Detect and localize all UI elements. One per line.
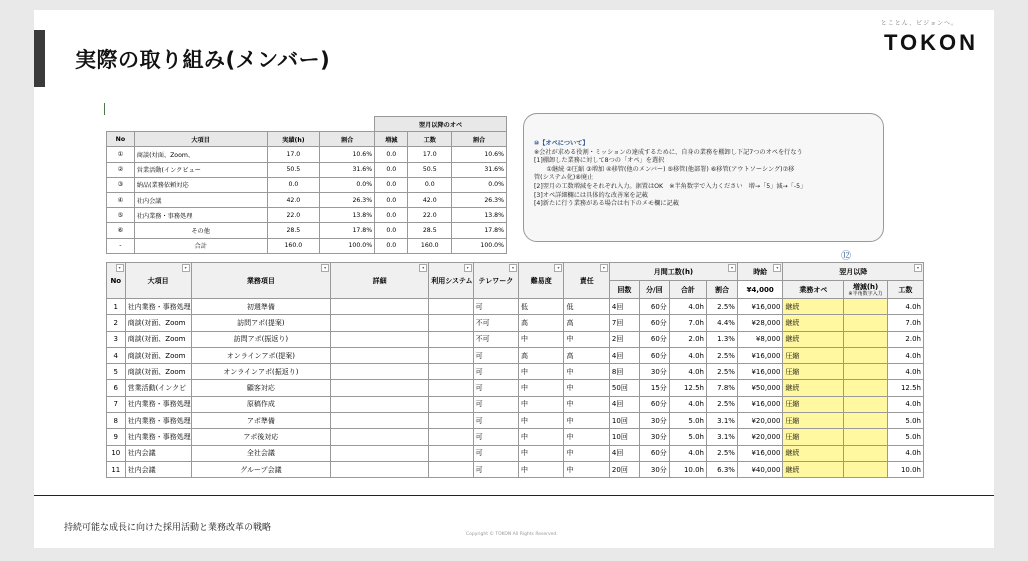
- copyright: Copyright © TOKON All Rights Reserved.: [466, 532, 558, 537]
- table-cell: [429, 347, 473, 363]
- table-cell[interactable]: [844, 396, 887, 412]
- table-cell: 4.0h: [887, 299, 923, 315]
- table-cell: 6.3%: [706, 461, 737, 477]
- summary-cell: ④: [107, 192, 135, 207]
- table-cell[interactable]: 圧縮: [783, 347, 844, 363]
- table-cell: ¥16,000: [737, 299, 782, 315]
- table-cell: 社内業務・事務処理: [125, 413, 191, 429]
- table-cell: アポ後対応: [191, 429, 330, 445]
- ops-note-title: ⑩【オペについて】: [534, 140, 589, 147]
- summary-header-cell: 工数: [408, 132, 452, 147]
- col-system[interactable]: ▾ 利用システム: [429, 263, 473, 299]
- summary-cell: 17.0: [408, 147, 452, 162]
- table-cell: ¥28,000: [737, 315, 782, 331]
- col-hours: 工数: [887, 281, 923, 299]
- table-cell: 2.5%: [706, 396, 737, 412]
- table-cell: 初週準備: [191, 299, 330, 315]
- summary-cell: 17.8%: [320, 223, 375, 238]
- summary-cell: 0.0: [375, 223, 408, 238]
- table-cell: 4回: [609, 347, 639, 363]
- col-count: 回数: [609, 281, 639, 299]
- table-row: [107, 380, 924, 396]
- table-cell: 商談(対面、Zoom: [125, 315, 191, 331]
- summary-cell: 26.3%: [320, 192, 375, 207]
- table-cell: 8: [107, 413, 126, 429]
- ops-note-lines: [534, 149, 875, 209]
- table-cell: 4.0h: [669, 445, 706, 461]
- table-row: [107, 299, 924, 315]
- table-cell: オンラインアポ(振返り): [191, 364, 330, 380]
- table-cell[interactable]: [331, 299, 429, 315]
- table-cell: 4.0h: [669, 347, 706, 363]
- summary-cell: ①: [107, 147, 135, 162]
- col-category[interactable]: ▾ 大項目: [125, 263, 191, 299]
- circle-number-12: ⑫: [841, 251, 851, 262]
- table-cell[interactable]: [331, 445, 429, 461]
- table-cell: 4: [107, 347, 126, 363]
- table-cell: 1: [107, 299, 126, 315]
- table-cell: 4回: [609, 396, 639, 412]
- table-cell[interactable]: 圧縮: [783, 364, 844, 380]
- table-cell[interactable]: [331, 461, 429, 477]
- table-row: [107, 413, 924, 429]
- table-cell: 6: [107, 380, 126, 396]
- table-cell: 4.0h: [887, 364, 923, 380]
- table-cell: 4回: [609, 299, 639, 315]
- table-cell: 中: [519, 364, 564, 380]
- table-cell: 8回: [609, 364, 639, 380]
- table-cell[interactable]: 圧縮: [783, 429, 844, 445]
- col-hourly-rate: ¥4,000: [737, 281, 782, 299]
- col-total: 合計: [669, 281, 706, 299]
- table-cell: 9: [107, 429, 126, 445]
- summary-cell: 50.5: [408, 162, 452, 177]
- table-cell: 社内会議: [125, 445, 191, 461]
- summary-cell: 42.0: [408, 192, 452, 207]
- table-cell[interactable]: [331, 429, 429, 445]
- table-cell: 低: [564, 299, 609, 315]
- table-cell: 中: [564, 445, 609, 461]
- table-cell: 中: [564, 380, 609, 396]
- summary-cell: 160.0: [408, 238, 452, 253]
- table-cell[interactable]: [844, 299, 887, 315]
- table-cell: 4.4%: [706, 315, 737, 331]
- summary-cell: 31.6%: [452, 162, 507, 177]
- table-cell: 可: [473, 445, 518, 461]
- table-cell: 4回: [609, 445, 639, 461]
- table-cell: [429, 315, 473, 331]
- table-cell: 可: [473, 364, 518, 380]
- task-table-body: [107, 299, 924, 478]
- ops-note-line: 管(システム化)⑧廃止: [534, 174, 594, 182]
- summary-cell: ⑤: [107, 208, 135, 223]
- table-cell: 不可: [473, 315, 518, 331]
- summary-cell: 10.6%: [320, 147, 375, 162]
- summary-cell: 営業活動(インクビュー: [134, 162, 267, 177]
- table-cell: 50回: [609, 380, 639, 396]
- summary-cell: 0.0: [375, 162, 408, 177]
- table-cell: 訪問アポ(提案): [191, 315, 330, 331]
- summary-cell: その他: [134, 223, 267, 238]
- table-cell: アポ準備: [191, 413, 330, 429]
- summary-row: [107, 177, 507, 192]
- table-cell: 可: [473, 380, 518, 396]
- summary-cell: 0.0: [375, 238, 408, 253]
- summary-cell: 納品(業務依頼対応: [134, 177, 267, 192]
- summary-cell: 28.5: [408, 223, 452, 238]
- col-group-monthly[interactable]: ▾ 月間工数(h): [609, 263, 737, 281]
- table-cell: 60分: [639, 299, 669, 315]
- table-cell: 低: [519, 299, 564, 315]
- task-table: [106, 262, 924, 478]
- summary-cell: ③: [107, 177, 135, 192]
- summary-cell: 社内会議: [134, 192, 267, 207]
- table-cell: 4.0h: [669, 396, 706, 412]
- summary-cell: 0.0: [267, 177, 320, 192]
- summary-row: [107, 238, 507, 253]
- table-cell: 中: [564, 331, 609, 347]
- summary-cell: 31.6%: [320, 162, 375, 177]
- table-cell: 5.0h: [887, 413, 923, 429]
- table-cell: [429, 331, 473, 347]
- table-cell[interactable]: [844, 315, 887, 331]
- summary-body: [107, 147, 507, 253]
- table-cell: 社内業務・事務処理: [125, 429, 191, 445]
- table-cell: 10: [107, 445, 126, 461]
- table-cell: 可: [473, 429, 518, 445]
- table-cell[interactable]: 継続: [783, 331, 844, 347]
- summary-cell: 13.8%: [452, 208, 507, 223]
- table-cell: 60分: [639, 347, 669, 363]
- table-cell: 中: [564, 396, 609, 412]
- summary-cell: 0.0: [375, 192, 408, 207]
- table-row: [107, 364, 924, 380]
- table-cell: 商談(対面、Zoom: [125, 347, 191, 363]
- table-cell[interactable]: 継続: [783, 299, 844, 315]
- table-cell: 顧客対応: [191, 380, 330, 396]
- col-detail[interactable]: ▾ 詳細: [331, 263, 429, 299]
- table-cell: [429, 364, 473, 380]
- summary-cell: ⑥: [107, 223, 135, 238]
- table-cell: 中: [519, 413, 564, 429]
- col-telework[interactable]: ▾ テレワーク: [473, 263, 518, 299]
- table-cell: 中: [519, 396, 564, 412]
- table-cell: 2.5%: [706, 445, 737, 461]
- table-cell: 高: [519, 347, 564, 363]
- table-cell: 社内業務・事務処理: [125, 396, 191, 412]
- table-cell: 30分: [639, 429, 669, 445]
- table-cell: ¥50,000: [737, 380, 782, 396]
- summary-row: [107, 192, 507, 207]
- table-cell: 12.5h: [887, 380, 923, 396]
- ops-note-line: ※会社が求める役割・ミッションの達成するために、自身の業務を棚卸し下記7つのオペを行なう: [534, 148, 803, 156]
- table-cell: 高: [564, 347, 609, 363]
- summary-header-cell: 実績(h): [267, 132, 320, 147]
- summary-header-cell: No: [107, 132, 135, 147]
- summary-cell: 0.0: [375, 147, 408, 162]
- table-cell: 60分: [639, 315, 669, 331]
- table-cell: 可: [473, 396, 518, 412]
- table-row: [107, 396, 924, 412]
- table-cell[interactable]: [331, 396, 429, 412]
- summary-cell: 28.5: [267, 223, 320, 238]
- ops-note-box: [523, 113, 884, 242]
- table-cell: 可: [473, 413, 518, 429]
- summary-cell: -: [107, 238, 135, 253]
- table-cell: 3: [107, 331, 126, 347]
- table-cell: 7回: [609, 315, 639, 331]
- summary-row: [107, 147, 507, 162]
- table-cell[interactable]: [844, 380, 887, 396]
- table-cell: 15分: [639, 380, 669, 396]
- summary-cell: ②: [107, 162, 135, 177]
- table-cell: [429, 461, 473, 477]
- footer-text: 持続可能な成長に向けた採用活動と業務改革の戦略: [64, 523, 272, 533]
- tokon-logo: TOKON: [883, 30, 978, 55]
- table-cell[interactable]: [331, 364, 429, 380]
- table-cell: 60分: [639, 445, 669, 461]
- table-cell: ¥20,000: [737, 413, 782, 429]
- table-cell: 4.0h: [887, 396, 923, 412]
- summary-cell: 22.0: [267, 208, 320, 223]
- table-cell: 4.0h: [887, 445, 923, 461]
- table-cell[interactable]: [844, 347, 887, 363]
- table-cell: [429, 380, 473, 396]
- table-cell: 2.5%: [706, 347, 737, 363]
- table-cell: 中: [564, 364, 609, 380]
- summary-header-cell: 割合: [320, 132, 375, 147]
- summary-cell: 100.0%: [452, 238, 507, 253]
- table-cell: 3.1%: [706, 413, 737, 429]
- table-cell: ¥16,000: [737, 396, 782, 412]
- table-cell: グループ会議: [191, 461, 330, 477]
- col-change: 増減(h) ※半角数字入力: [844, 281, 887, 299]
- table-cell: 高: [519, 315, 564, 331]
- table-cell: 5.0h: [887, 429, 923, 445]
- table-cell: 中: [564, 429, 609, 445]
- summary-header-cell: 増減: [375, 132, 408, 147]
- ops-note-line: [2]翌月の工数増減をそれぞれ入力。据置はOK ※半角数字で入力ください 増→「5」減→「-5」: [534, 182, 807, 190]
- table-cell: 5.0h: [669, 413, 706, 429]
- table-cell[interactable]: [331, 331, 429, 347]
- table-cell: 5: [107, 364, 126, 380]
- table-cell: オンラインアポ(提案): [191, 347, 330, 363]
- summary-cell: 0.0: [408, 177, 452, 192]
- table-cell: 2.5%: [706, 364, 737, 380]
- table-cell: 60分: [639, 396, 669, 412]
- table-cell: 11: [107, 461, 126, 477]
- col-min-per: 分/回: [639, 281, 669, 299]
- table-cell[interactable]: [844, 413, 887, 429]
- table-cell: 社内業務・事務処理: [125, 299, 191, 315]
- table-cell: [429, 429, 473, 445]
- col-task[interactable]: ▾ 業務項目: [191, 263, 330, 299]
- table-cell: ¥16,000: [737, 445, 782, 461]
- summary-cell: 26.3%: [452, 192, 507, 207]
- table-cell: 商談(対面、Zoom: [125, 331, 191, 347]
- table-cell: 1.3%: [706, 331, 737, 347]
- table-cell: 2回: [609, 331, 639, 347]
- table-cell: 2.0h: [887, 331, 923, 347]
- table-cell: 全社会議: [191, 445, 330, 461]
- table-cell: 商談(対面、Zoom: [125, 364, 191, 380]
- table-cell: 4.0h: [669, 364, 706, 380]
- summary-header-row: [107, 132, 507, 147]
- summary-cell: 100.0%: [320, 238, 375, 253]
- table-cell: 可: [473, 299, 518, 315]
- table-cell[interactable]: 継続: [783, 380, 844, 396]
- table-cell: 訪問アポ(振返り): [191, 331, 330, 347]
- table-cell[interactable]: [844, 461, 887, 477]
- table-row: [107, 315, 924, 331]
- table-cell: 10.0h: [887, 461, 923, 477]
- col-ratio: 割合: [706, 281, 737, 299]
- table-cell: 中: [519, 380, 564, 396]
- col-no[interactable]: ▾ No: [107, 263, 126, 299]
- table-cell: 2.0h: [669, 331, 706, 347]
- table-cell[interactable]: [844, 429, 887, 445]
- col-group-hourly[interactable]: ▾ 時給: [737, 263, 782, 281]
- table-cell: 30分: [639, 364, 669, 380]
- logo-tagline: とことん、ビジョンへ。: [880, 20, 958, 27]
- table-cell[interactable]: [331, 347, 429, 363]
- title-accent-bar: [34, 30, 45, 87]
- table-cell: 10回: [609, 429, 639, 445]
- table-cell: 60分: [639, 331, 669, 347]
- summary-cell: 0.0%: [452, 177, 507, 192]
- summary-cell: 10.6%: [452, 147, 507, 162]
- table-cell: ¥16,000: [737, 364, 782, 380]
- table-cell: 2.5%: [706, 299, 737, 315]
- table-row: [107, 347, 924, 363]
- col-ops: 業務オペ: [783, 281, 844, 299]
- summary-row: [107, 223, 507, 238]
- table-cell: 中: [519, 445, 564, 461]
- table-cell: 7.0h: [669, 315, 706, 331]
- table-cell: 2: [107, 315, 126, 331]
- table-cell: 社内会議: [125, 461, 191, 477]
- table-row: [107, 429, 924, 445]
- table-cell: [429, 396, 473, 412]
- ops-note-line: [3]オペ詳細欄には具体的な改善案を記載: [534, 191, 648, 199]
- table-cell[interactable]: [331, 413, 429, 429]
- summary-cell: 0.0: [375, 177, 408, 192]
- table-cell: 3.1%: [706, 429, 737, 445]
- summary-row: [107, 162, 507, 177]
- summary-header-cell: 割合: [452, 132, 507, 147]
- table-cell[interactable]: 継続: [783, 461, 844, 477]
- table-cell: 7.8%: [706, 380, 737, 396]
- summary-cell: 17.0: [267, 147, 320, 162]
- table-cell: 中: [519, 461, 564, 477]
- table-cell: [429, 299, 473, 315]
- table-cell[interactable]: [844, 364, 887, 380]
- col-responsibility[interactable]: ▾ 責任: [564, 263, 609, 299]
- summary-cell: 160.0: [267, 238, 320, 253]
- table-cell: 12.5h: [669, 380, 706, 396]
- table-cell: 30分: [639, 461, 669, 477]
- summary-cell: 0.0: [375, 208, 408, 223]
- table-cell: ¥40,000: [737, 461, 782, 477]
- table-cell: 可: [473, 461, 518, 477]
- summary-cell: 13.8%: [320, 208, 375, 223]
- summary-table: [106, 116, 507, 254]
- table-cell: [429, 445, 473, 461]
- summary-row: [107, 208, 507, 223]
- table-cell[interactable]: [844, 445, 887, 461]
- table-cell: 4.0h: [887, 347, 923, 363]
- summary-header-cell: 大項目: [134, 132, 267, 147]
- table-row: [107, 461, 924, 477]
- task-group-header-row: [107, 263, 924, 281]
- table-cell: 5.0h: [669, 429, 706, 445]
- col-group-next[interactable]: ▾ 翌月以降: [783, 263, 924, 281]
- summary-cell: 22.0: [408, 208, 452, 223]
- table-cell: 10回: [609, 413, 639, 429]
- table-cell[interactable]: 継続: [783, 445, 844, 461]
- ops-note-line: ①継続 ②圧縮 ③増加 ④移管(他のメンバー) ⑤移管(他部署) ⑥移管(アウトソーシング)⑦移: [534, 165, 795, 173]
- table-cell: 営業活動(インクビ: [125, 380, 191, 396]
- table-cell[interactable]: [844, 331, 887, 347]
- table-cell: 10.0h: [669, 461, 706, 477]
- table-cell: [429, 413, 473, 429]
- ops-note-line: [1]棚卸した業務に対して8つの「オペ」を選択: [534, 157, 665, 165]
- summary-cell: 42.0: [267, 192, 320, 207]
- table-cell[interactable]: [331, 315, 429, 331]
- table-row: [107, 331, 924, 347]
- table-cell: 20回: [609, 461, 639, 477]
- summary-cell: 0.0%: [320, 177, 375, 192]
- table-cell[interactable]: [331, 380, 429, 396]
- page-title: 実際の取り組み(メンバー): [75, 48, 331, 72]
- summary-cell: 50.5: [267, 162, 320, 177]
- table-cell: 中: [519, 429, 564, 445]
- footer-divider: [34, 495, 994, 496]
- summary-cell: 17.8%: [452, 223, 507, 238]
- table-cell: 4.0h: [669, 299, 706, 315]
- table-cell: 不可: [473, 331, 518, 347]
- table-cell: 7.0h: [887, 315, 923, 331]
- table-cell: 可: [473, 347, 518, 363]
- table-cell[interactable]: 圧縮: [783, 413, 844, 429]
- table-cell: 原稿作成: [191, 396, 330, 412]
- table-cell: 中: [564, 461, 609, 477]
- table-cell: ¥8,000: [737, 331, 782, 347]
- ops-note-line: [4]新たに行う業務がある場合は右下のメモ欄に記載: [534, 200, 679, 208]
- summary-cell: 商談(対面、Zoom、: [134, 147, 267, 162]
- summary-cell: 合計: [134, 238, 267, 253]
- summary-group-header: 翌月以降のオペ: [375, 117, 507, 132]
- table-cell: 中: [564, 413, 609, 429]
- table-cell[interactable]: 継続: [783, 315, 844, 331]
- table-cell: ¥16,000: [737, 347, 782, 363]
- table-cell: 中: [519, 331, 564, 347]
- table-cell: 30分: [639, 413, 669, 429]
- table-cell: 7: [107, 396, 126, 412]
- table-row: [107, 445, 924, 461]
- table-cell: 高: [564, 315, 609, 331]
- table-cell[interactable]: 圧縮: [783, 396, 844, 412]
- table-cell: ¥20,000: [737, 429, 782, 445]
- text-cursor: [104, 103, 105, 115]
- summary-cell: 社内業務・事務処理: [134, 208, 267, 223]
- col-difficulty[interactable]: ▾ 難易度: [519, 263, 564, 299]
